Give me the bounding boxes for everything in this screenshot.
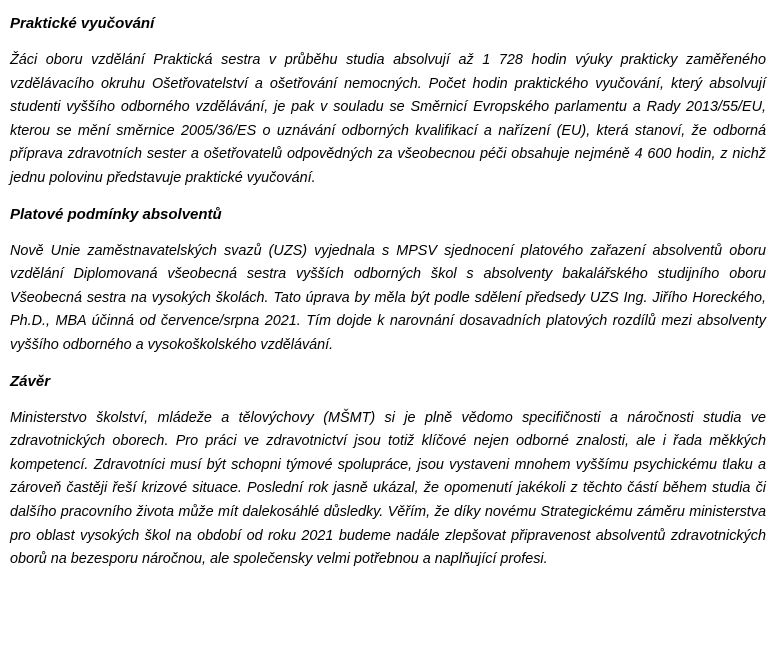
section-heading-salary-conditions: Platové podmínky absolventů [10,205,222,223]
section-paragraph-conclusion: Ministerstvo školství, mládeže a tělovýchovy (MŠMT) si je plně vědomo specifičnosti a náročnosti studia ve zdravotnických oborech. Pro práci ve zdravotnictví jsou totiž klíčové nejen odborné znalosti, ale i řada měkkých kompetencí. Zdravotníci musí být schopni týmové spolupráce, jsou vystaveni mnohem vyššímu psychickému tlaku a zároveň častěji řeší krizové situace. Poslední rok jasně ukázal, že opomenutí jakékoli z těchto částí během studia či dalšího pracovního života může mít dalekosáhlé důsledky. Věřím, že díky novému Strategickému záměru ministerstva pro oblast vysokých škol na období od roku 2021 budeme nadále zlepšovat připravenost absolventů zdravotnických oborů na bezesporu náročnou, ale společensky velmi potřebnou a naplňující profesi. [10,409,766,568]
section-heading-practical-training: Praktické vyučování [10,15,155,32]
section-paragraph-salary-conditions: Nově Unie zaměstnavatelských svazů (UZS) vyjednala s MPSV sjednocení platového zařazení absolventů oboru vzdělání Diplomovaná všeobecná sestra vyšších odborných škol s absolventy bakalářského studijního oboru Všeobecná sestra na vysokých školách. Tato úprava by měla být podle sdělení předsedy UZS Ing. Jiřího Horeckého, Ph.D., MBA účinná od července/srpna 2021. Tím dojde k narovnání dosavadních platových rozdílů mezi absolventy vyššího odborného a vysokoškolského vzdělávání. [10,242,766,353]
section-paragraph-practical-training: Žáci oboru vzdělání Praktická sestra v průběhu studia absolvují až 1 728 hodin výuky prakticky zaměřeného vzdělávacího okruhu Ošetřovatelství a ošetřování nemocných. Počet hodin praktického vyučování, který absolvují studenti vyššího odborného vzdělávání, je pak v souladu se Směrnicí Evropského parlamentu a Rady 2013/55/EU, kterou se mění směrnice 2005/36/ES o uznávání odborných kvalifikací a nařízení (EU), která stanoví, že odborná příprava zdravotních sester a ošetřovatelů odpovědných za všeobecnou péči obsahuje nejméně 4 600 hodin, z nichž jednu polovinu představuje praktické vyučování. [10,52,766,186]
document-body [10,6,766,572]
section-heading-conclusion: Závěr [10,372,51,390]
